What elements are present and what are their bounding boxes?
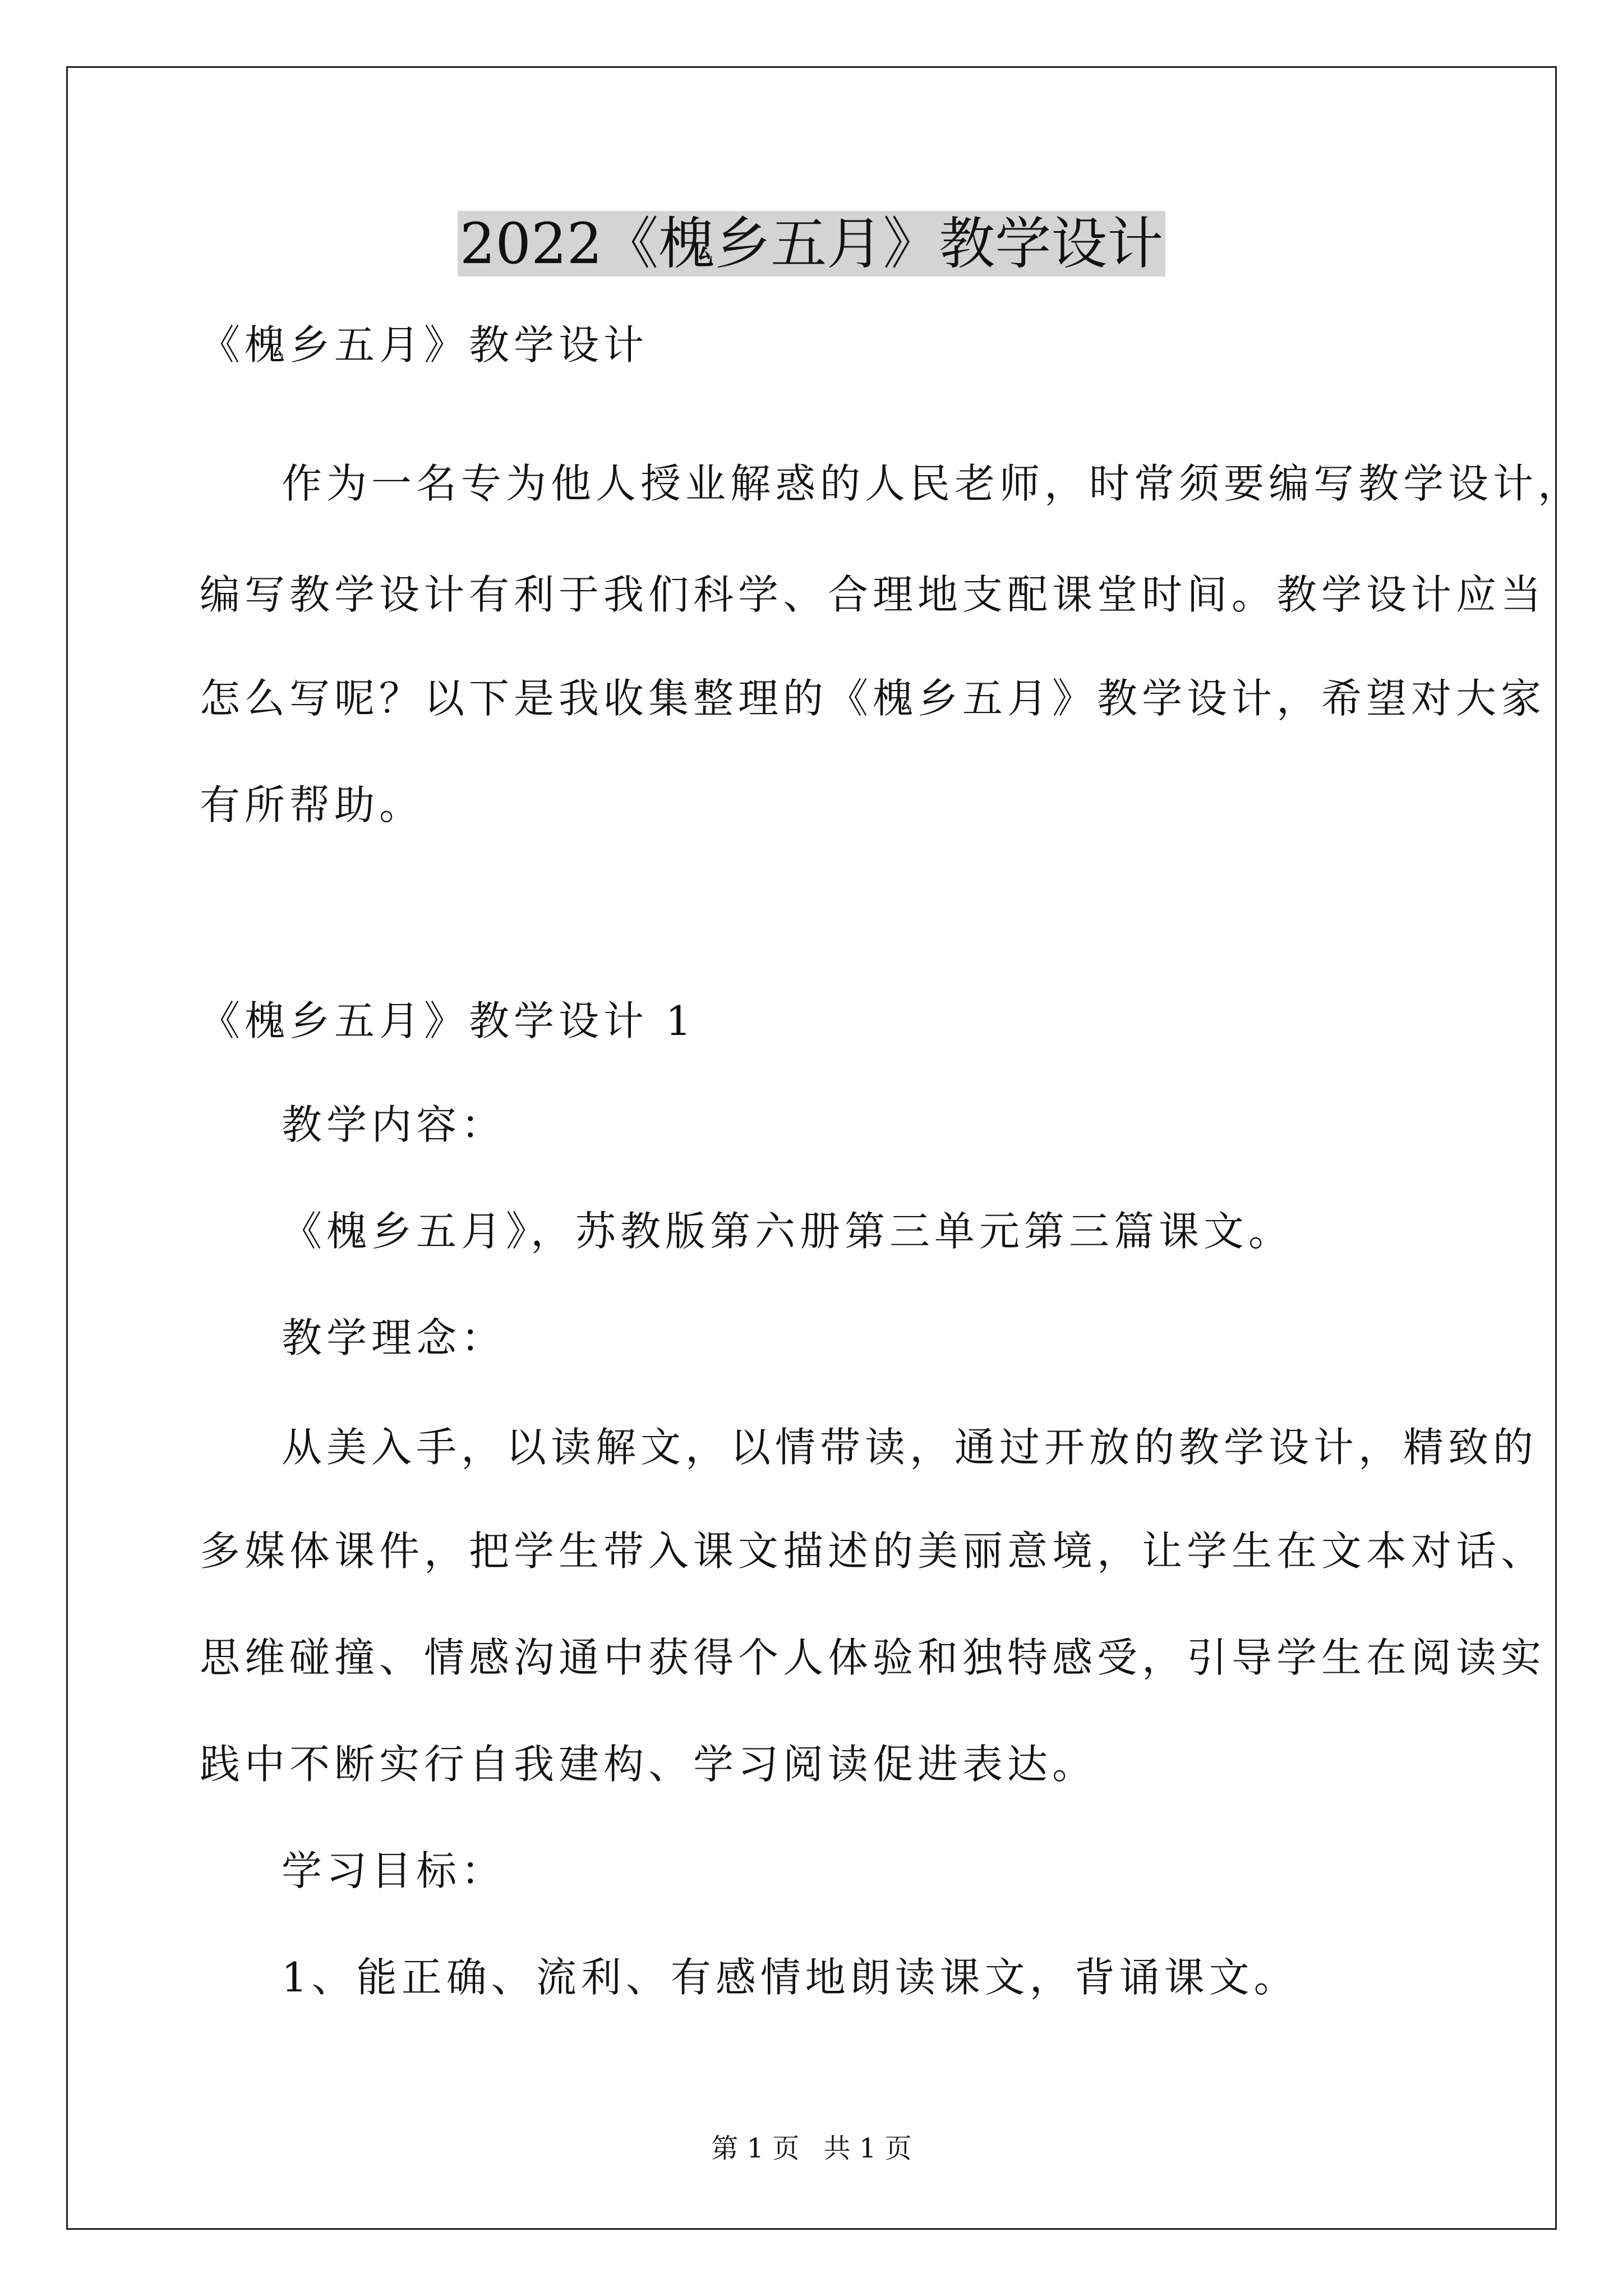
content-text: 《槐乡五月》，苏教版第六册第三单元第三篇课文。 bbox=[282, 1208, 1294, 1255]
doc-subtitle: 《槐乡五月》教学设计 bbox=[200, 321, 649, 369]
intro-line-4: 有所帮助。 bbox=[200, 781, 425, 829]
document-title-text: 2022《槐乡五月》教学设计 bbox=[458, 211, 1166, 277]
objective-1: 1、能正确、流利、有感情地朗读课文，背诵课文。 bbox=[282, 1954, 1299, 2001]
intro-line-3: 怎么写呢？以下是我收集整理的《槐乡五月》教学设计，希望对大家 bbox=[200, 675, 1546, 722]
label-content: 教学内容： bbox=[282, 1101, 506, 1148]
section-heading: 《槐乡五月》教学设计 1 bbox=[200, 997, 696, 1045]
intro-line-1: 作为一名专为他人授业解惑的人民老师，时常须要编写教学设计， bbox=[282, 460, 1583, 507]
intro-line-2: 编写教学设计有利于我们科学、合理地支配课堂时间。教学设计应当 bbox=[200, 571, 1546, 618]
label-objectives: 学习目标： bbox=[282, 1847, 506, 1894]
document-title bbox=[0, 208, 1623, 280]
philosophy-line-4: 践中不断实行自我建构、学习阅读促进表达。 bbox=[200, 1741, 1098, 1788]
page-number: 第 1 页 bbox=[711, 2133, 800, 2164]
philosophy-line-3: 思维碰撞、情感沟通中获得个人体验和独特感受，引导学生在阅读实 bbox=[200, 1634, 1546, 1681]
label-philosophy: 教学理念： bbox=[282, 1314, 506, 1361]
philosophy-line-1: 从美入手，以读解文，以情带读，通过开放的教学设计，精致的 bbox=[282, 1424, 1538, 1471]
page-footer bbox=[0, 2132, 1623, 2165]
page-total: 共 1 页 bbox=[823, 2133, 912, 2164]
philosophy-line-2: 多媒体课件，把学生带入课文描述的美丽意境，让学生在文本对话、 bbox=[200, 1527, 1546, 1575]
